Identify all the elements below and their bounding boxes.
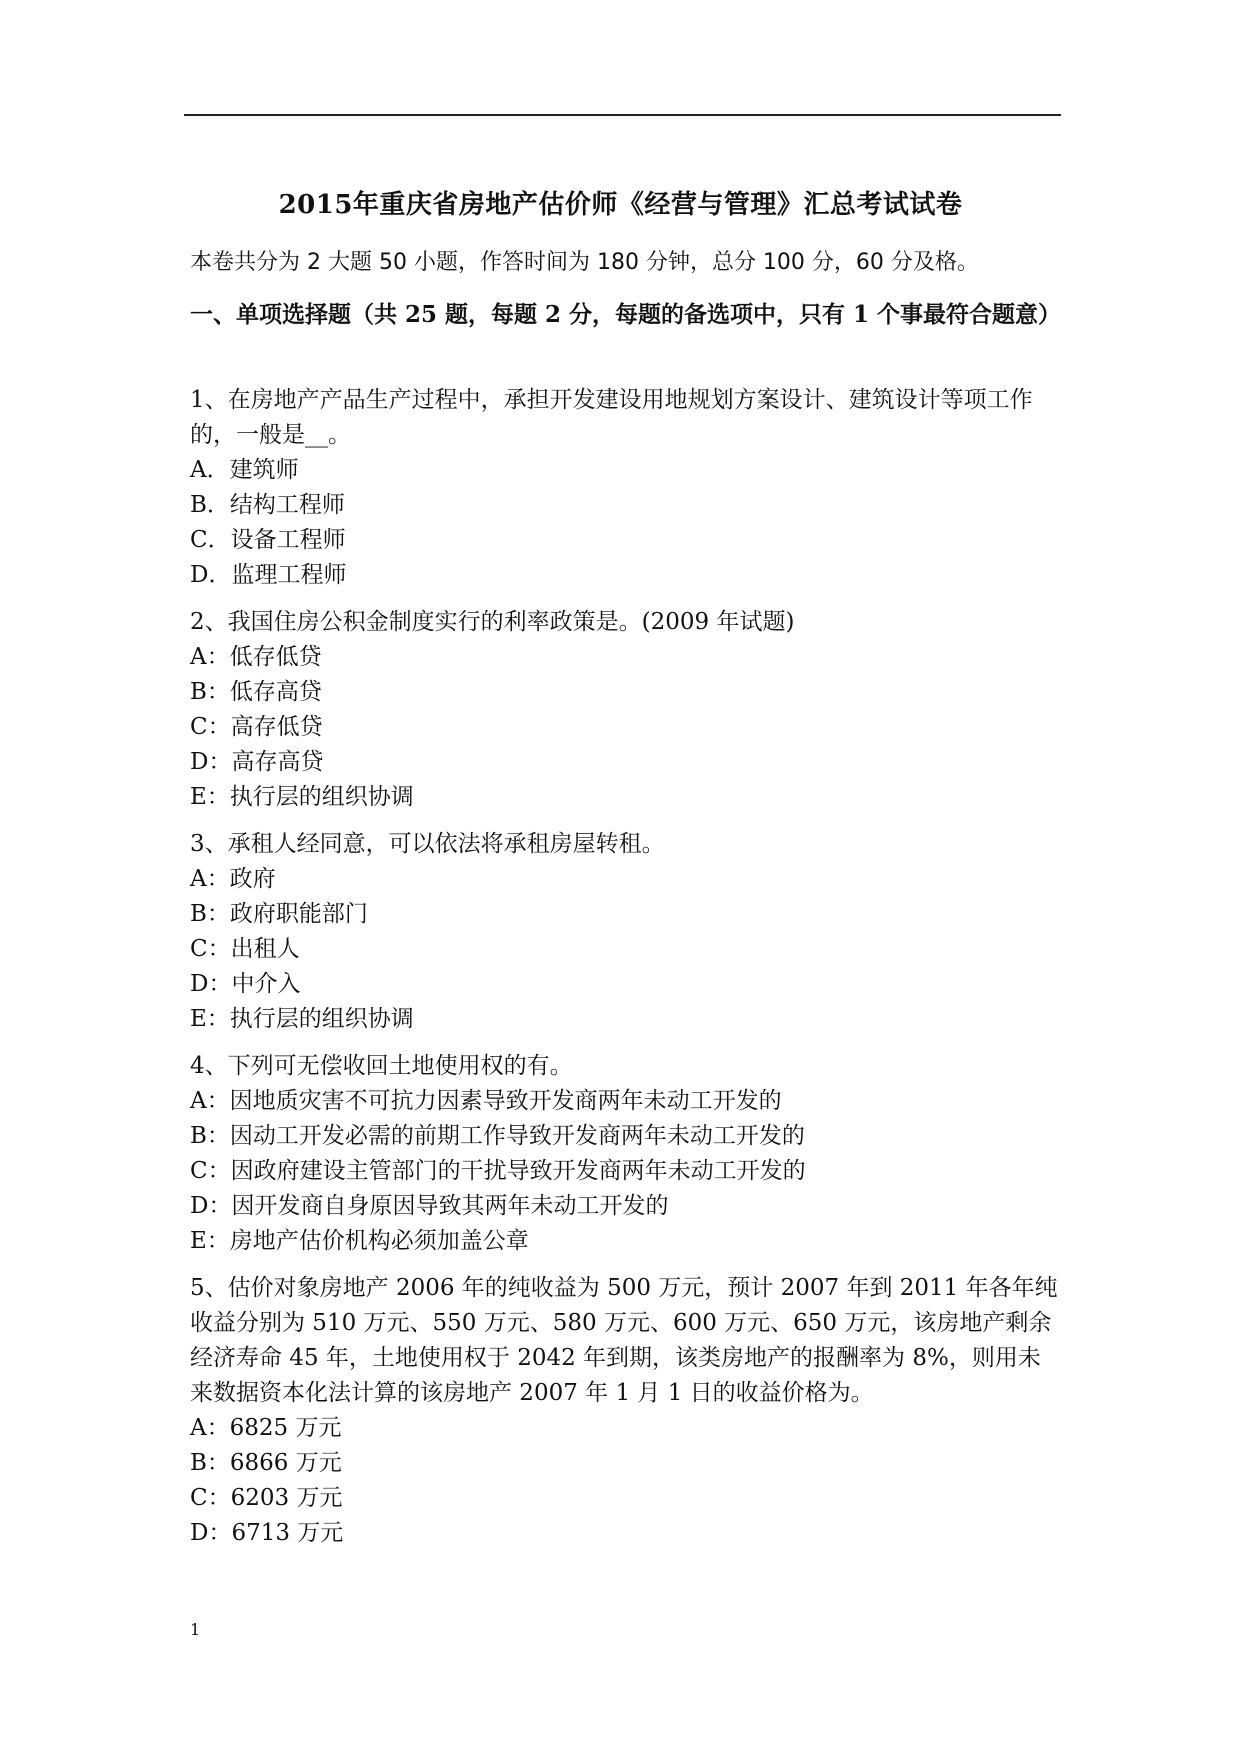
question-4 <box>190 1049 1060 1259</box>
question-5 <box>190 1271 1060 1551</box>
page-number: 1 <box>190 1620 201 1639</box>
header-rule <box>184 114 1061 116</box>
option-a: A：低存低贷 <box>190 644 322 670</box>
option-c: C：因政府建设主管部门的干扰导致开发商两年未动工开发的 <box>190 1158 806 1184</box>
option-b: B：6866 万元 <box>190 1450 342 1476</box>
option-a: A：因地质灾害不可抗力因素导致开发商两年未动工开发的 <box>190 1088 782 1114</box>
option-b: B：因动工开发必需的前期工作导致开发商两年未动工开发的 <box>190 1123 805 1149</box>
question-2 <box>190 605 1060 815</box>
option-a: A．建筑师 <box>190 457 299 483</box>
option-e: E：执行层的组织协调 <box>190 784 414 810</box>
exam-intro: 本卷共分为 2 大题 50 小题，作答时间为 180 分钟，总分 100 分，60 分及格。 <box>190 250 979 275</box>
question-stem: 1、在房地产产品生产过程中，承担开发建设用地规划方案设计、建筑设计等项工作的，一般是__。 <box>190 387 1033 448</box>
document-title: 2015年重庆省房地产估价师《经营与管理》汇总考试试卷 <box>278 190 963 220</box>
question-stem: 5、估价对象房地产 2006 年的纯收益为 500 万元，预计 2007 年到 2011 年各年纯收益分别为 510 万元、550 万元、580 万元、600 万元、650 万元，该房地产剩余经济寿命 45 年，土地使用权于 2042 年到期，该类房地产的报酬率为 8%，则用未来数据资本化法计算的该房地产 2007 年 1 月 1 日的收益价格为。 <box>190 1275 1058 1406</box>
option-b: B：低存高贷 <box>190 679 322 705</box>
question-stem: 3、承租人经同意，可以依法将承租房屋转租。 <box>190 831 665 857</box>
option-c: C：6203 万元 <box>190 1485 343 1511</box>
question-stem: 2、我国住房公积金制度实行的利率政策是。(2009 年试题) <box>190 609 795 635</box>
option-b: B．结构工程师 <box>190 492 345 518</box>
option-c: C．设备工程师 <box>190 527 346 553</box>
option-d: D：中介入 <box>190 971 301 997</box>
option-c: C：出租人 <box>190 936 300 962</box>
option-a: A：政府 <box>190 866 276 892</box>
option-d: D：因开发商自身原因导致其两年未动工开发的 <box>190 1193 669 1219</box>
question-list <box>190 383 1060 1563</box>
option-d: D：高存高贷 <box>190 749 324 775</box>
option-c: C：高存低贷 <box>190 714 323 740</box>
question-3 <box>190 827 1060 1037</box>
option-e: E：执行层的组织协调 <box>190 1006 414 1032</box>
option-b: B：政府职能部门 <box>190 901 368 927</box>
question-stem: 4、下列可无偿收回土地使用权的有。 <box>190 1053 573 1079</box>
option-d: D：6713 万元 <box>190 1520 344 1546</box>
section-heading: 一、单项选择题（共 25 题，每题 2 分，每题的备选项中，只有 1 个事最符合题意） <box>190 301 1062 328</box>
option-a: A：6825 万元 <box>190 1415 342 1441</box>
option-e: E：房地产估价机构必须加盖公章 <box>190 1228 529 1254</box>
question-1 <box>190 383 1060 593</box>
option-d: D．监理工程师 <box>190 562 347 588</box>
